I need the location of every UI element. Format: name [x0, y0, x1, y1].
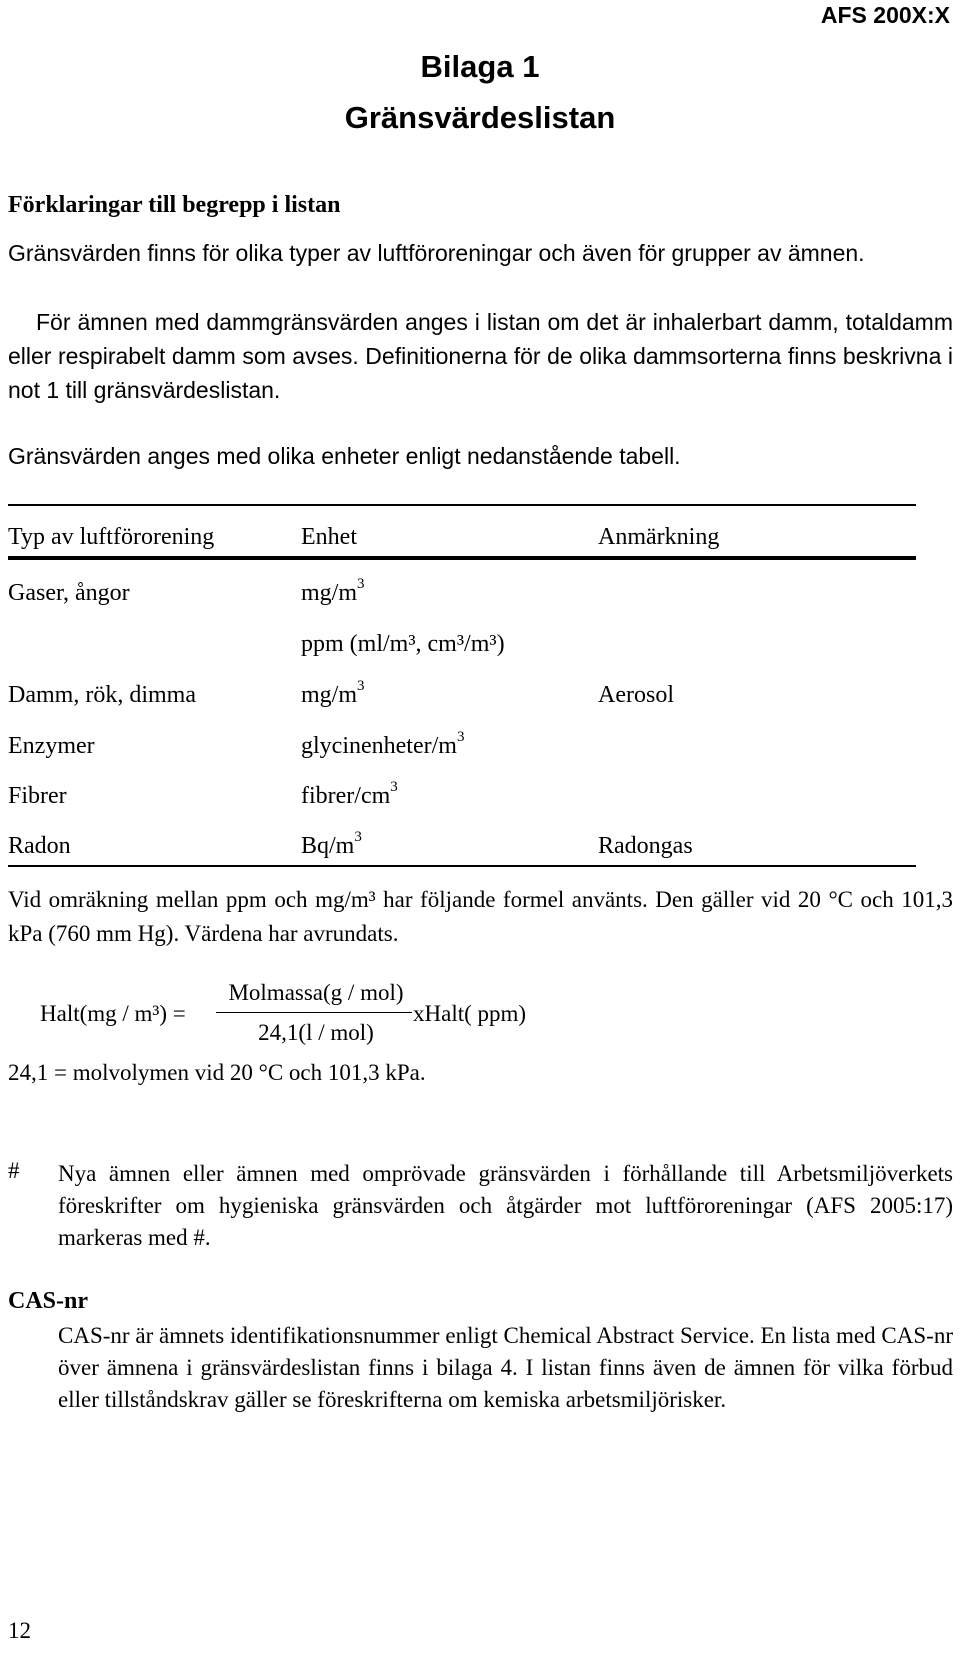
- annex-title-line1: Bilaga 1: [420, 49, 540, 84]
- table-row-unit: $mg/m^3$: [301, 576, 365, 606]
- paragraph-dust-definitions: För ämnen med dammgränsvärden anges i listan om det är inhalerbart damm, totaldamm eller respirabelt damm som avses. Definitionerna för de olika dammsorterna finns beskrivna i not 1 till gränsvärdeslistan.: [8, 309, 953, 403]
- hash-note-text: Nya ämnen eller ämnen med omprövade gränsvärden i förhållande till Arbetsmiljöverkets föreskrifter om hygieniska gränsvärden och åtgärder mot luftföroreningar (AFS 2005:17) markeras med #.: [58, 1161, 953, 1250]
- table-row-unit: $mg/m^3$: [301, 678, 365, 708]
- table-row-unit: ppm (ml/m³, cm³/m³): [301, 631, 505, 657]
- paragraph-units: Gränsvärden anges med olika enheter enligt nedanstående tabell.: [8, 443, 681, 469]
- table-row-type: Gaser, ångor: [8, 580, 130, 606]
- table-row-type: Radon: [8, 833, 71, 859]
- table-row-remark: Radongas: [598, 833, 693, 859]
- table-rule-bottom: [8, 865, 916, 867]
- document-code: AFS 200X:X: [820, 2, 950, 28]
- page-number: 12: [8, 1618, 31, 1643]
- table-header-remark: Anmärkning: [598, 524, 720, 550]
- table-row-type: Enzymer: [8, 733, 95, 759]
- table-row-remark: Aerosol: [598, 682, 674, 708]
- table-row-unit: glycinenheter/$m^3$: [301, 729, 465, 759]
- table-row-type: Damm, rök, dimma: [8, 682, 196, 708]
- formula-rhs: xHalt( ppm): [413, 1001, 527, 1026]
- formula-lhs: Halt(mg / m³) =: [40, 1001, 186, 1026]
- table-row-unit: fibrer/$cm^3$: [301, 779, 398, 809]
- paragraph-intro: Gränsvärden finns för olika typer av luftföroreningar och även för grupper av ämnen.: [8, 240, 865, 266]
- table-row-unit: $Bq/m^3$: [301, 829, 362, 859]
- hash-symbol: #: [8, 1158, 20, 1183]
- formula-denominator: 24,1(l / mol): [258, 1020, 374, 1045]
- table-rule-top: [8, 504, 916, 506]
- table-header-unit: Enhet: [301, 524, 357, 550]
- section-heading-explanations: Förklaringar till begrepp i listan: [8, 192, 341, 218]
- annex-title-line2: Gränsvärdeslistan: [344, 100, 616, 135]
- conversion-formula: [40, 980, 600, 1060]
- table-header-type: Typ av luftförorening: [8, 524, 215, 550]
- formula-numerator: Molmassa(g / mol): [228, 980, 404, 1005]
- molvolume-note: 24,1 = molvolymen vid 20 °C och 101,3 kPa.: [8, 1060, 426, 1085]
- table-rule-header: [8, 556, 916, 560]
- conversion-text: Vid omräkning mellan ppm och mg/m³ har följande formel använts. Den gäller vid 20 °C och 101,3 kPa (760 mm Hg). Värdena har avrundats.: [8, 887, 953, 946]
- annex-title: [0, 49, 960, 135]
- formula-fraction-bar: [216, 1012, 412, 1013]
- cas-text: CAS-nr är ämnets identifikationsnummer enligt Chemical Abstract Service. En lista med CAS-nr över ämnena i gränsvärdeslistan finns i bilaga 4. I listan finns även de ämnen för vilka förbud eller tillståndskrav gäller se föreskrifterna om kemiska arbetsmiljörisker.: [58, 1323, 953, 1412]
- cas-heading: CAS-nr: [8, 1288, 89, 1314]
- table-row-type: Fibrer: [8, 783, 67, 809]
